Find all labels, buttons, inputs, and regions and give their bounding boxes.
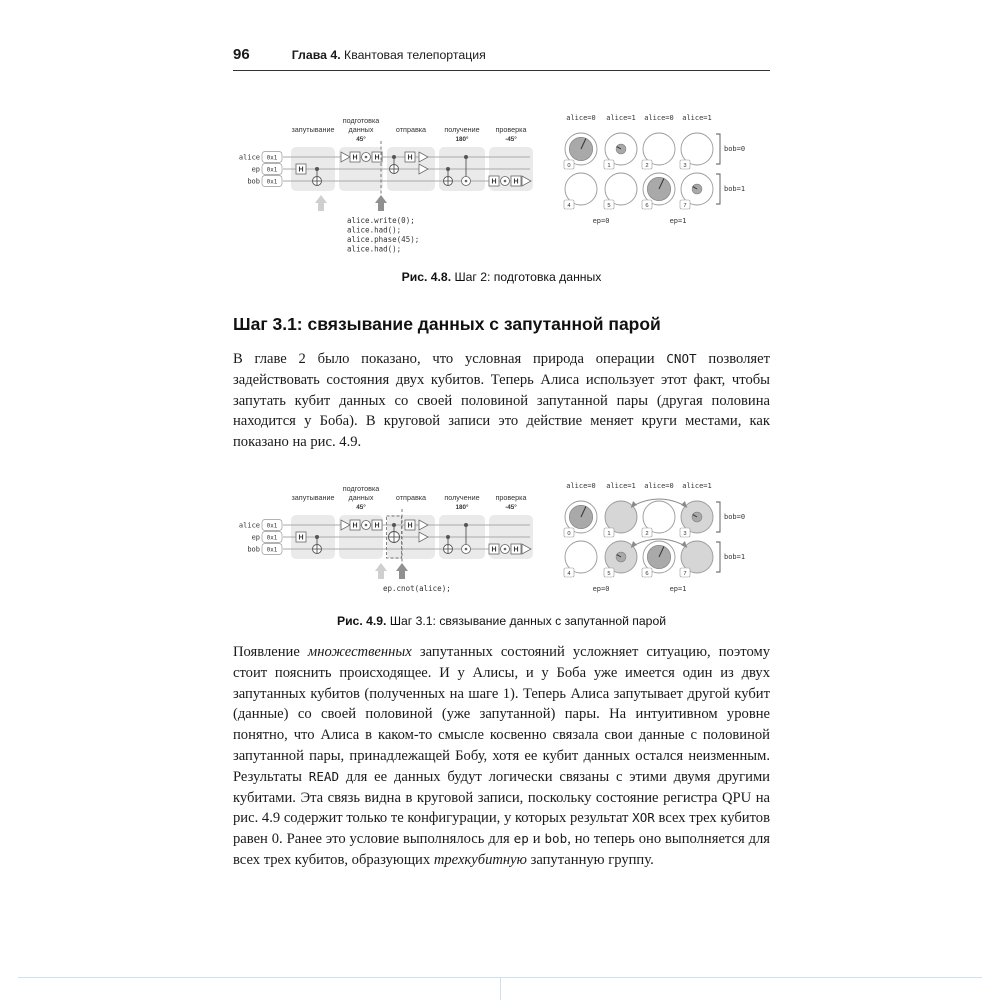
h-gate-label: H — [298, 534, 304, 542]
stage-angle-label: 180° — [455, 503, 469, 511]
body-text: В главе 2 было показано, что условная природа операции — [233, 351, 667, 367]
stage-label: подготовка — [342, 483, 380, 493]
state-index: 5 — [607, 570, 611, 577]
state-index: 5 — [607, 203, 611, 209]
chapter-title: Квантовая телепортация — [340, 48, 486, 62]
phase-gate-dot — [504, 548, 507, 551]
stage-angle-label: -45° — [505, 136, 517, 143]
row-bracket — [716, 134, 720, 164]
paragraph-2 — [233, 642, 770, 871]
column-header: alice=0 — [644, 481, 674, 490]
page-number: 96 — [233, 46, 250, 63]
h-gate-label: H — [513, 546, 519, 554]
body-text: , но теперь оно выполняется для всех трех кубитов, образующих — [233, 831, 770, 868]
emphasis-text: трехкубитную — [433, 851, 527, 868]
ep-group-label: ep=1 — [669, 217, 687, 225]
column-header: alice=0 — [644, 114, 674, 122]
figure-4-9-row — [233, 479, 770, 601]
control-dot — [464, 523, 468, 527]
code-line: alice.had(); — [347, 225, 402, 235]
stage-angle-label: -45° — [505, 503, 517, 511]
control-dot — [392, 155, 396, 159]
qubit-name: ep — [251, 165, 260, 174]
h-gate-label: H — [298, 166, 304, 174]
column-header: alice=1 — [682, 114, 712, 122]
control-dot — [446, 535, 450, 539]
control-dot — [392, 523, 396, 527]
state-index: 0 — [567, 530, 571, 537]
figure-caption-4-8 — [233, 270, 770, 284]
step-arrow — [375, 195, 387, 211]
figure-4-8 — [233, 111, 770, 284]
qubit-value: 0x1 — [266, 535, 278, 542]
stage-label: получение — [444, 492, 480, 502]
circle-notation-step2 — [559, 111, 751, 229]
column-header: alice=1 — [606, 114, 636, 122]
row-bracket — [716, 542, 720, 572]
row-label: bob=0 — [724, 145, 746, 153]
body-text: Появление — [233, 643, 308, 660]
state-index: 0 — [567, 163, 571, 169]
phase-gate-dot — [465, 548, 468, 551]
page-header — [233, 0, 770, 71]
stage-label: отправка — [395, 125, 427, 134]
h-gate-label: H — [374, 522, 380, 530]
qubit-name: alice — [238, 521, 260, 530]
stage-label: подготовка — [342, 116, 380, 125]
stage-angle-label: 45° — [356, 503, 366, 511]
figure-4-9 — [233, 479, 770, 628]
figure-caption-4-9 — [233, 614, 770, 628]
code-line: alice.had(); — [347, 244, 402, 254]
chapter-heading — [292, 48, 486, 62]
stage-angle-label: 180° — [455, 136, 469, 143]
quantum-circuit-diagram-step2 — [233, 111, 533, 257]
figure-caption-label: Рис. 4.8. — [401, 270, 452, 284]
figure-caption-text: Шаг 3.1: связывание данных с запутанной парой — [386, 613, 667, 628]
qubit-name: alice — [238, 153, 260, 162]
column-header: alice=0 — [566, 114, 596, 122]
column-header: alice=0 — [566, 481, 596, 490]
inline-code: ep — [513, 831, 529, 847]
column-header: alice=1 — [606, 481, 636, 490]
qubit-name: ep — [251, 533, 260, 542]
state-index: 2 — [645, 530, 649, 537]
row-label: bob=1 — [724, 185, 746, 193]
state-index: 7 — [683, 570, 687, 577]
control-dot — [464, 155, 468, 159]
body-text: позволяет задействовать состояния двух кубитов. Теперь Алиса использует этот факт, чтобы запутать кубит данных со своей половиной запутанной пары (другая половина находится у Боба). В круговой записи это действие меняет круги местами, как показано на рис. 4.9. — [233, 351, 771, 451]
stage-label: отправка — [395, 492, 427, 502]
qubit-value: 0x1 — [266, 167, 278, 174]
step-arrow — [315, 195, 327, 211]
quantum-circuit-diagram-step31 — [233, 479, 533, 601]
emphasis-text: множественных — [307, 643, 412, 660]
state-index: 2 — [645, 163, 649, 169]
stage-label: данных — [348, 492, 374, 502]
body-text: запутанную группу. — [526, 851, 654, 868]
stage-label: данных — [348, 125, 374, 134]
qubit-value: 0x1 — [266, 179, 278, 186]
h-gate-label: H — [513, 178, 519, 186]
phase-gate-dot — [365, 524, 368, 527]
ep-group-label: ep=0 — [592, 217, 610, 225]
figure-caption-label: Рис. 4.9. — [336, 613, 387, 628]
control-dot — [446, 167, 450, 171]
inline-code: XOR — [632, 810, 655, 826]
column-header: alice=1 — [682, 481, 712, 490]
phase-gate-dot — [365, 156, 368, 159]
figure-caption-text: Шаг 2: подготовка данных — [451, 270, 602, 284]
body-text: запутанных состояний усложняет ситуацию, поэтому стоит пояснить происходящее. И у Алисы, и у Боба уже имеется один из двух запутанных кубитов (полученных на шаге 1). Теперь Алиса запутывает другой кубит (данные) со своей половиной (уже запутанной) пары. На интуитивном уровне понятно, что Алиса в каком-то смысле косвенно связала свои данные с половиной запутанной пары, принадлежащей Бобу, хотя ее кубит данных остался неизменным. Результаты — [233, 643, 771, 785]
control-dot — [315, 167, 319, 171]
state-index: 6 — [645, 570, 649, 577]
qubit-value: 0x1 — [266, 155, 278, 162]
ep-group-label: ep=1 — [669, 584, 687, 593]
stage-label: проверка — [495, 492, 527, 502]
row-label: bob=0 — [724, 512, 746, 521]
row-label: bob=1 — [724, 552, 746, 561]
stage-angle-label: 45° — [356, 136, 366, 143]
stage-label: запутывание — [291, 125, 335, 134]
code-line: ep.cnot(alice); — [383, 583, 451, 593]
code-line: alice.write(0); — [347, 216, 415, 225]
stage-label: проверка — [495, 125, 527, 134]
h-gate-label: H — [352, 154, 358, 162]
h-gate-label: H — [352, 522, 358, 530]
step-arrow — [375, 563, 387, 579]
qubit-value: 0x1 — [266, 547, 278, 554]
body-text: всех трех кубитов равен 0. Ранее это условие выполнялось для — [233, 810, 770, 848]
phase-gate-dot — [504, 180, 507, 183]
qubit-name: bob — [247, 177, 260, 186]
phase-gate-dot — [465, 180, 468, 183]
chapter-label: Глава 4. — [291, 48, 341, 62]
stage-label: запутывание — [291, 492, 335, 502]
page-frame-tick — [500, 977, 501, 1000]
inline-code: bob — [544, 831, 568, 847]
state-index: 4 — [567, 203, 571, 209]
row-bracket — [716, 174, 720, 204]
state-index: 6 — [645, 203, 649, 209]
section-heading: Шаг 3.1: связывание данных с запутанной парой — [233, 314, 661, 334]
qubit-name: bob — [247, 545, 260, 554]
state-index: 4 — [567, 570, 571, 577]
state-index: 7 — [683, 203, 687, 209]
state-index: 3 — [683, 530, 687, 537]
page-content — [233, 0, 770, 871]
row-bracket — [716, 502, 720, 532]
step-arrow — [396, 563, 408, 579]
h-gate-label: H — [407, 154, 413, 162]
stage-label: получение — [444, 125, 480, 134]
body-text: и — [528, 831, 545, 848]
qubit-value: 0x1 — [266, 523, 278, 530]
state-index: 3 — [683, 163, 687, 169]
state-index: 1 — [607, 163, 611, 169]
ep-group-label: ep=0 — [592, 584, 610, 593]
inline-code: READ — [308, 768, 340, 784]
body-text: для ее данных будут логически связаны с этими двумя другими кубитами. Эта связь видна в круговой записи, поскольку состояние регистра QPU на рис. 4.9 содержит только те конфигурации, у которых результат — [233, 768, 770, 827]
code-line: alice.phase(45); — [347, 235, 420, 244]
h-gate-label: H — [491, 178, 497, 186]
state-index: 1 — [607, 530, 611, 537]
paragraph-1 — [233, 349, 770, 453]
control-dot — [315, 535, 319, 539]
inline-code: CNOT — [666, 351, 697, 366]
h-gate-label: H — [491, 546, 497, 554]
h-gate-label: H — [374, 154, 380, 162]
circle-notation-step31 — [559, 479, 751, 597]
figure-4-8-row — [233, 111, 770, 257]
h-gate-label: H — [407, 522, 413, 530]
